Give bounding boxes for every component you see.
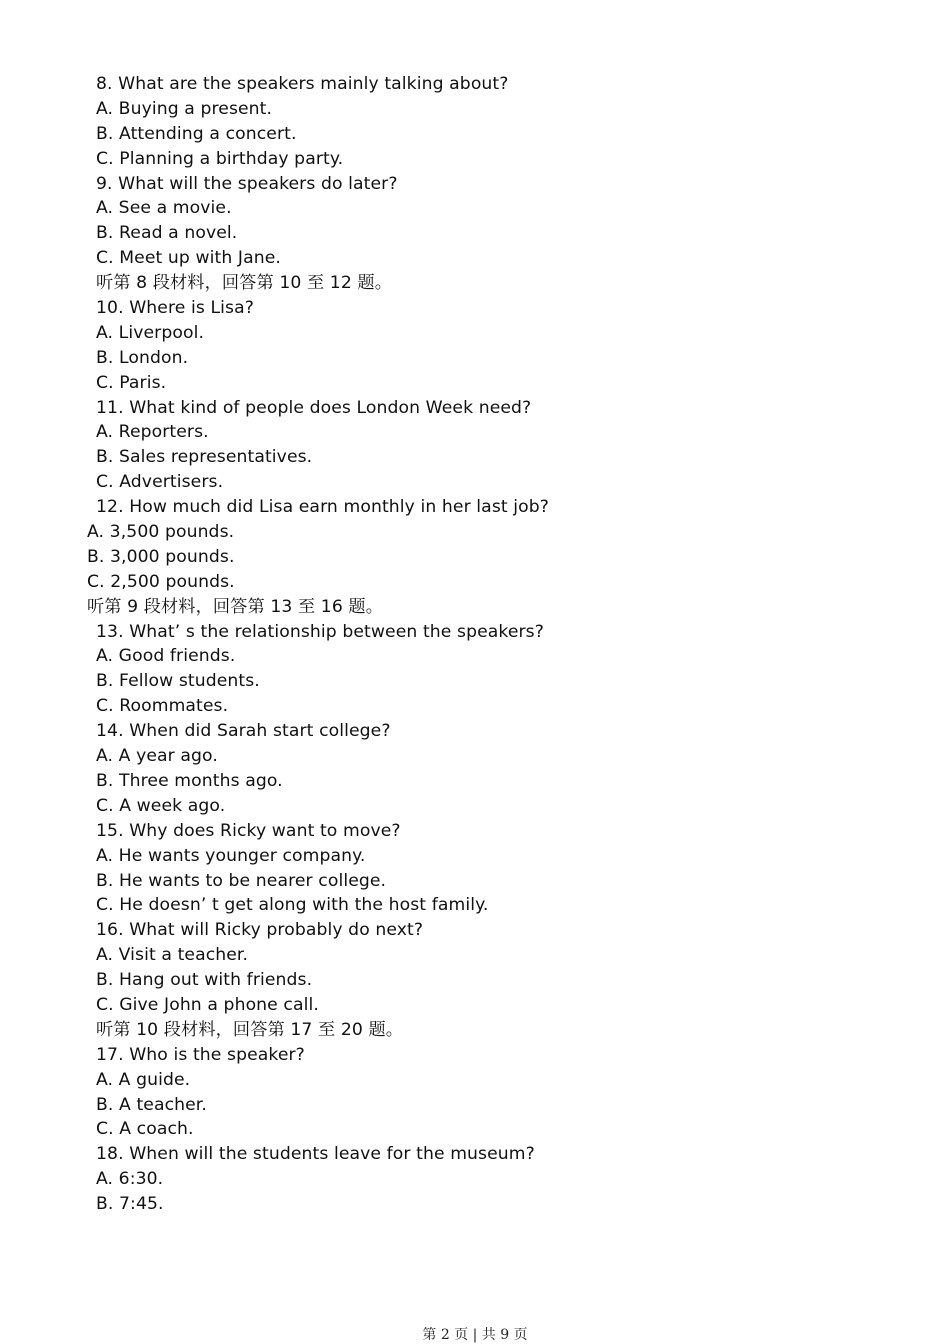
answer-option: B. He wants to be nearer college. xyxy=(96,870,387,891)
answer-option: C. A coach. xyxy=(96,1119,194,1140)
answer-option: C. Meet up with Jane. xyxy=(96,248,281,269)
answer-option: A. Buying a present. xyxy=(96,98,273,119)
page-footer: 第 2 页 | 共 9 页 xyxy=(422,1327,528,1343)
question-text: 16. What will Ricky probably do next? xyxy=(96,920,424,941)
question-text: 15. Why does Ricky want to move? xyxy=(96,820,401,841)
answer-option: C. Give John a phone call. xyxy=(96,994,319,1015)
answer-option: C. Paris. xyxy=(96,372,167,393)
document-body xyxy=(0,72,950,1217)
answer-option: A. Reporters. xyxy=(96,422,209,443)
answer-option: B. Three months ago. xyxy=(96,770,283,791)
question-text: 12. How much did Lisa earn monthly in her last job? xyxy=(96,497,549,518)
answer-option: C. A week ago. xyxy=(96,795,226,816)
answer-option: B. 3,000 pounds. xyxy=(87,546,235,567)
question-text: 14. When did Sarah start college? xyxy=(96,721,391,742)
answer-option: A. See a movie. xyxy=(96,198,232,219)
answer-option: A. A year ago. xyxy=(96,746,218,767)
answer-option: A. He wants younger company. xyxy=(96,845,366,866)
section-instruction: 听第 10 段材料，回答第 17 至 20 题。 xyxy=(96,1019,404,1040)
section-instruction: 听第 8 段材料，回答第 10 至 12 题。 xyxy=(96,273,393,294)
answer-option: A. 6:30. xyxy=(96,1169,164,1190)
answer-option: C. Roommates. xyxy=(96,696,229,717)
answer-option: B. Fellow students. xyxy=(96,671,260,692)
answer-option: B. Hang out with friends. xyxy=(96,970,313,991)
question-text: 10. Where is Lisa? xyxy=(96,298,254,319)
answer-option: A. Good friends. xyxy=(96,646,236,667)
section-instruction: 听第 9 段材料，回答第 13 至 16 题。 xyxy=(87,596,384,617)
answer-option: C. Advertisers. xyxy=(96,472,224,493)
question-text: 13. What’ s the relationship between the speakers? xyxy=(96,621,544,642)
answer-option: B. Sales representatives. xyxy=(96,447,313,468)
answer-option: B. Read a novel. xyxy=(96,223,238,244)
question-text: 18. When will the students leave for the museum? xyxy=(96,1144,535,1165)
answer-option: A. Liverpool. xyxy=(96,322,205,343)
question-text: 17. Who is the speaker? xyxy=(96,1044,305,1065)
answer-option: B. 7:45. xyxy=(96,1194,164,1215)
answer-option: B. A teacher. xyxy=(96,1094,207,1115)
answer-option: B. Attending a concert. xyxy=(96,123,297,144)
question-text: 8. What are the speakers mainly talking about? xyxy=(96,74,509,94)
answer-option: A. A guide. xyxy=(96,1069,191,1090)
answer-option: C. He doesn’ t get along with the host family. xyxy=(96,895,489,916)
answer-option: B. London. xyxy=(96,347,189,368)
question-text: 11. What kind of people does London Week need? xyxy=(96,397,532,418)
answer-option: C. Planning a birthday party. xyxy=(96,148,344,169)
question-text: 9. What will the speakers do later? xyxy=(96,173,398,194)
answer-option: C. 2,500 pounds. xyxy=(87,571,235,592)
answer-option: A. Visit a teacher. xyxy=(96,945,249,966)
answer-option: A. 3,500 pounds. xyxy=(87,522,235,543)
